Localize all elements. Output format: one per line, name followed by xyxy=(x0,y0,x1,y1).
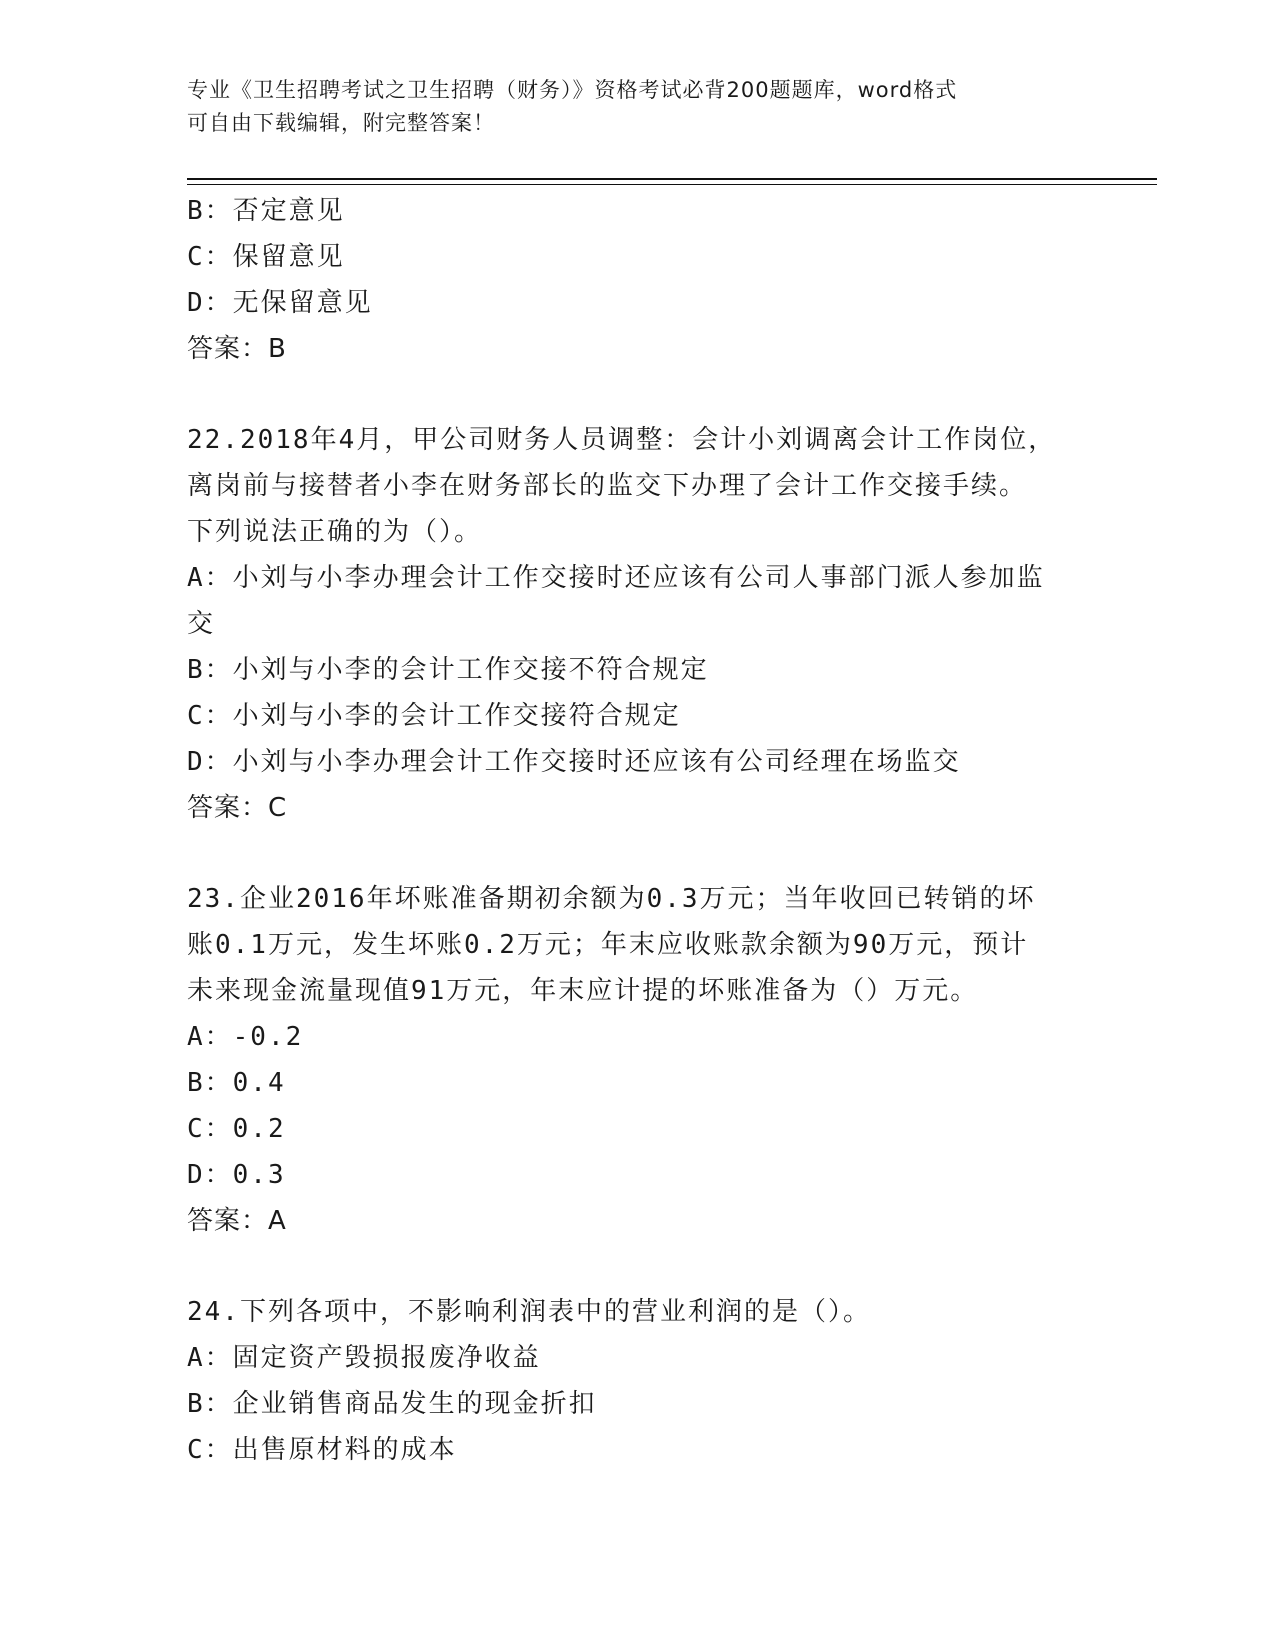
spacer xyxy=(187,1244,1087,1289)
question-22 xyxy=(187,417,1087,831)
question-stem: 23.企业2016年坏账准备期初余额为0.3万元；当年收回已转销的坏 xyxy=(187,884,1036,914)
option-a-continued: 交 xyxy=(187,609,216,639)
document-header xyxy=(187,74,1067,140)
answer: 答案：B xyxy=(187,334,287,364)
question-stem: 未来现金流量现值91万元，年末应计提的坏账准备为（）万元。 xyxy=(187,976,979,1006)
option-c: C：保留意见 xyxy=(187,242,345,272)
option-d: D：0.3 xyxy=(187,1160,286,1190)
question-stem: 22.2018年4月，甲公司财务人员调整：会计小刘调离会计工作岗位， xyxy=(187,425,1057,455)
question-23 xyxy=(187,876,1087,1244)
option-b: B：企业销售商品发生的现金折扣 xyxy=(187,1389,597,1419)
header-line-2: 可自由下载编辑，附完整答案！ xyxy=(187,111,495,135)
answer: 答案：C xyxy=(187,793,288,823)
option-c: C：出售原材料的成本 xyxy=(187,1435,457,1465)
header-rule-thin xyxy=(187,184,1157,185)
question-21-tail xyxy=(187,188,1087,372)
header-rule-thick xyxy=(187,178,1157,180)
option-b: B：0.4 xyxy=(187,1068,286,1098)
option-b: B：否定意见 xyxy=(187,196,345,226)
spacer xyxy=(187,831,1087,876)
question-stem: 账0.1万元，发生坏账0.2万元；年末应收账款余额为90万元，预计 xyxy=(187,930,1029,960)
question-stem: 离岗前与接替者小李在财务部长的监交下办理了会计工作交接手续。 xyxy=(187,471,1028,501)
option-a: A：小刘与小李办理会计工作交接时还应该有公司人事部门派人参加监 xyxy=(187,563,1045,593)
question-stem: 24.下列各项中，不影响利润表中的营业利润的是（）。 xyxy=(187,1297,871,1327)
option-c: C：0.2 xyxy=(187,1114,286,1144)
option-a: A：固定资产毁损报废净收益 xyxy=(187,1343,541,1373)
question-24 xyxy=(187,1289,1087,1473)
question-content xyxy=(187,188,1087,1473)
question-stem: 下列说法正确的为（）。 xyxy=(187,517,483,547)
header-line-1: 专业《卫生招聘考试之卫生招聘（财务）》资格考试必背200题题库，word格式 xyxy=(187,78,958,102)
option-d: D：小刘与小李办理会计工作交接时还应该有公司经理在场监交 xyxy=(187,747,961,777)
answer: 答案：A xyxy=(187,1206,287,1236)
option-d: D：无保留意见 xyxy=(187,288,373,318)
option-b: B：小刘与小李的会计工作交接不符合规定 xyxy=(187,655,709,685)
option-c: C：小刘与小李的会计工作交接符合规定 xyxy=(187,701,681,731)
spacer xyxy=(187,372,1087,417)
option-a: A：-0.2 xyxy=(187,1022,304,1052)
